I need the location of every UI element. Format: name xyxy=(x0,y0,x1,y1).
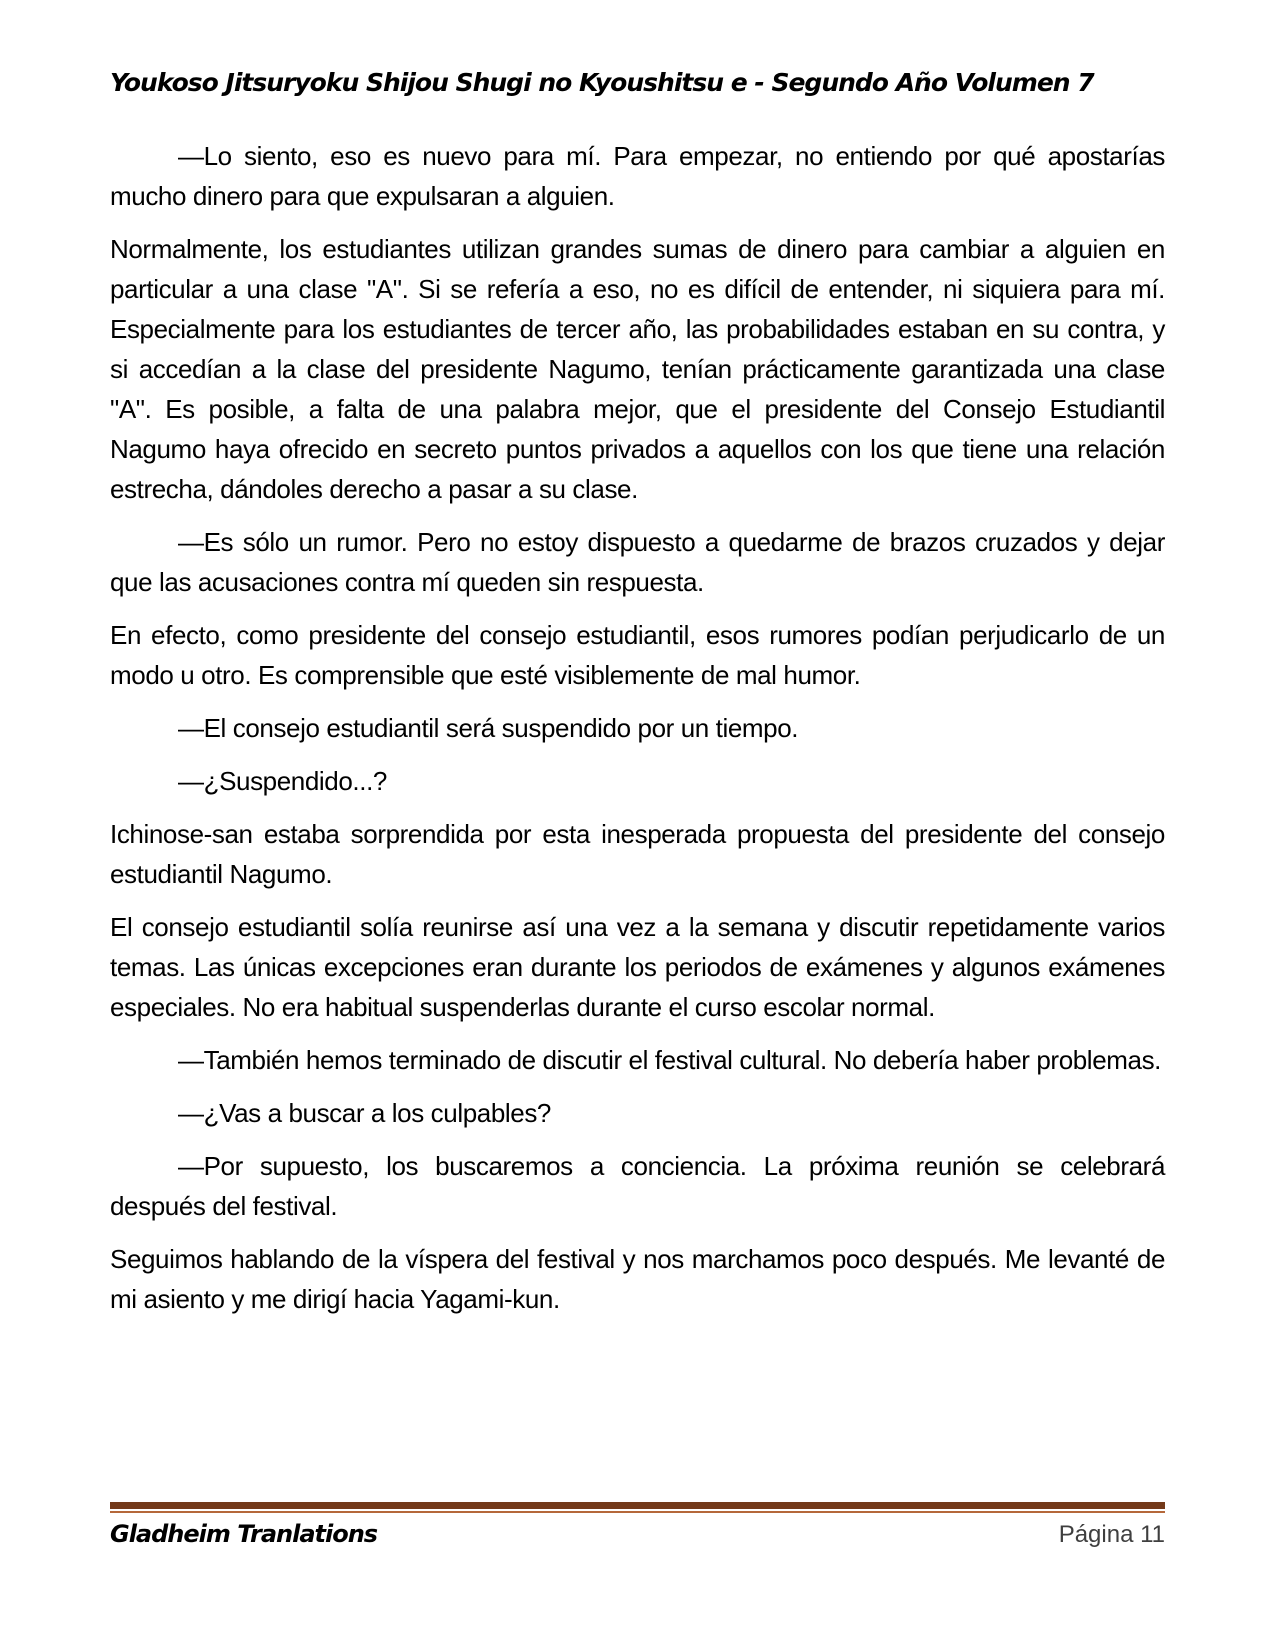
footer-rule-thin xyxy=(110,1511,1165,1513)
paragraph: —Lo siento, eso es nuevo para mí. Para empezar, no entiendo por qué apostarías mucho dinero para que expulsaran a alguien. xyxy=(110,141,1165,211)
paragraph: Seguimos hablando de la víspera del festival y nos marchamos poco después. Me levanté de mi asiento y me dirigí hacia Yagami-kun. xyxy=(110,1244,1165,1314)
paragraph: En efecto, como presidente del consejo estudiantil, esos rumores podían perjudicarlo de un modo u otro. Es comprensible que esté visiblemente de mal humor. xyxy=(110,620,1165,690)
paragraph: —Es sólo un rumor. Pero no estoy dispuesto a quedarme de brazos cruzados y dejar que las acusaciones contra mí queden sin respuesta. xyxy=(110,527,1165,597)
paragraph: —También hemos terminado de discutir el festival cultural. No debería haber problemas. xyxy=(178,1045,1161,1075)
footer-row xyxy=(110,1520,1165,1549)
footer-page-number: Página 11 xyxy=(1058,1521,1165,1548)
document-body xyxy=(110,136,1165,1332)
footer-rule-thick xyxy=(110,1502,1165,1509)
page-header xyxy=(110,68,1165,97)
footer-translator: Gladheim Tranlations xyxy=(110,1520,378,1548)
paragraph: —El consejo estudiantil será suspendido por un tiempo. xyxy=(178,713,799,743)
paragraph: El consejo estudiantil solía reunirse así una vez a la semana y discutir repetidamente varios temas. Las únicas excepciones eran durante los periodos de exámenes y algunos exámenes especiales. No era habitual suspenderlas durante el curso escolar normal. xyxy=(110,912,1165,1022)
page-footer xyxy=(110,1502,1165,1549)
paragraph: Ichinose-san estaba sorprendida por esta inesperada propuesta del presidente del consejo estudiantil Nagumo. xyxy=(110,819,1165,889)
paragraph: —¿Suspendido...? xyxy=(178,766,387,796)
paragraph: —Por supuesto, los buscaremos a conciencia. La próxima reunión se celebrará después del festival. xyxy=(110,1151,1165,1221)
paragraph: —¿Vas a buscar a los culpables? xyxy=(178,1098,551,1128)
paragraph: Normalmente, los estudiantes utilizan grandes sumas de dinero para cambiar a alguien en particular a una clase "A". Si se refería a eso, no es difícil de entender, ni siquiera para mí. Especialmente para los estudiantes de tercer año, las probabilidades estaban en su contra, y si accedían a la clase del presidente Nagumo, tenían prácticamente garantizada una clase "A". Es posible, a falta de una palabra mejor, que el presidente del Consejo Estudiantil Nagumo haya ofrecido en secreto puntos privados a aquellos con los que tiene una relación estrecha, dándoles derecho a pasar a su clase. xyxy=(110,234,1165,504)
running-header-title: Youkoso Jitsuryoku Shijou Shugi no Kyoushitsu e - Segundo Año Volumen 7 xyxy=(110,68,1094,97)
